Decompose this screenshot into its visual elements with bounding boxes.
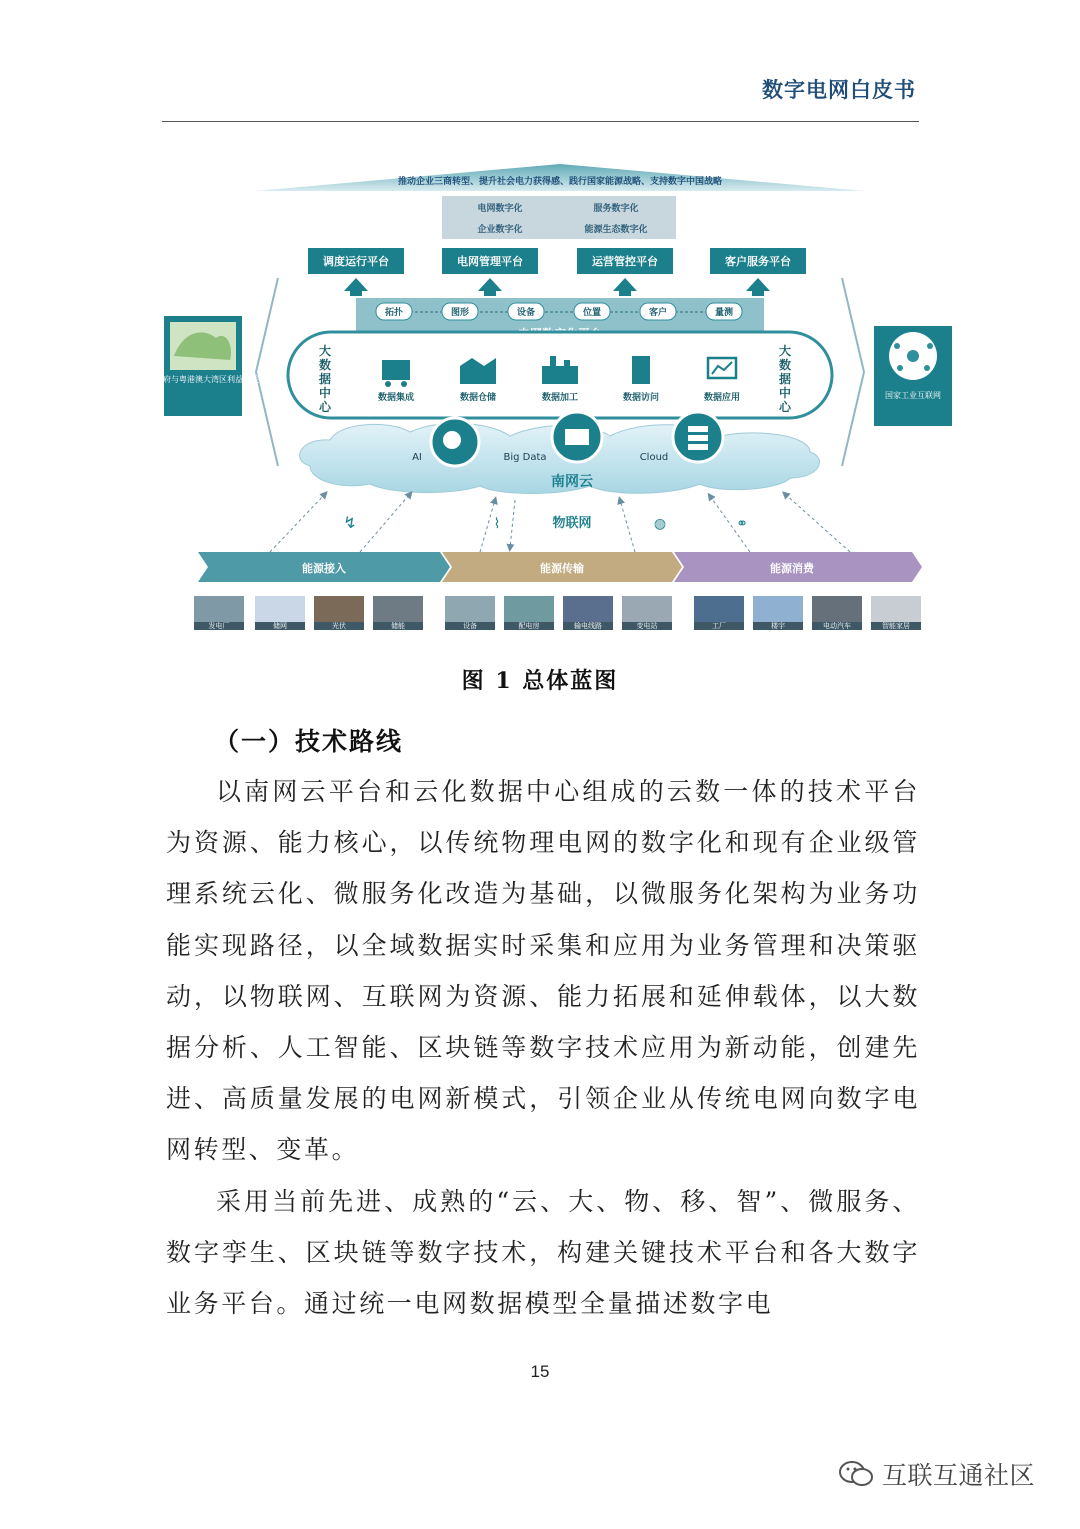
goal-item: 能源生态数字化 bbox=[584, 225, 648, 235]
watermark-text: 互联互通社区 bbox=[882, 1461, 1036, 1490]
grid-node bbox=[640, 303, 676, 320]
svg-text:数据仓储: 数据仓储 bbox=[459, 393, 497, 403]
svg-text:数据访问: 数据访问 bbox=[622, 393, 660, 403]
platform-box bbox=[577, 248, 673, 296]
svg-text:调度运行平台: 调度运行平台 bbox=[323, 255, 389, 268]
svg-text:工厂: 工厂 bbox=[712, 622, 726, 630]
svg-text:拓扑: 拓扑 bbox=[384, 308, 404, 318]
blueprint-diagram bbox=[139, 160, 960, 640]
svg-text:客户: 客户 bbox=[648, 308, 668, 318]
svg-text:储网: 储网 bbox=[273, 622, 287, 630]
section-heading: （一）技术路线 bbox=[214, 727, 404, 756]
goal-item: 电网数字化 bbox=[477, 204, 523, 214]
energy-band-consumption bbox=[674, 552, 922, 582]
iot-icon: ↯ bbox=[343, 513, 357, 532]
svg-text:国家工业互联网: 国家工业互联网 bbox=[885, 391, 941, 400]
svg-text:电网管理平台: 电网管理平台 bbox=[457, 255, 523, 268]
svg-text:楼宇: 楼宇 bbox=[771, 622, 785, 630]
svg-text:运营管控平台: 运营管控平台 bbox=[592, 255, 658, 268]
svg-text:能源传输: 能源传输 bbox=[540, 562, 584, 575]
svg-text:智能家居: 智能家居 bbox=[882, 622, 910, 630]
svg-text:输电线路: 输电线路 bbox=[574, 622, 602, 630]
header-title: 数字电网白皮书 bbox=[762, 78, 916, 102]
svg-text:能源消费: 能源消费 bbox=[770, 562, 814, 575]
svg-text:发电厂: 发电厂 bbox=[208, 622, 230, 630]
energy-band-access bbox=[198, 552, 450, 582]
data-center-label-right: 大数据中心 bbox=[778, 344, 792, 414]
svg-text:位置: 位置 bbox=[582, 308, 602, 318]
svg-text:数字政府与粤港澳大湾区利益相关方: 数字政府与粤港澳大湾区利益相关方 bbox=[139, 375, 267, 384]
cloud-item-cloud: Cloud bbox=[639, 452, 669, 463]
thumb bbox=[194, 596, 921, 630]
svg-text:数据应用: 数据应用 bbox=[703, 393, 741, 403]
svg-text:数据集成: 数据集成 bbox=[377, 393, 415, 403]
svg-text:配电房: 配电房 bbox=[518, 622, 540, 630]
roof-text: 推动企业三商转型、提升社会电力获得感、践行国家能源战略、支持数字中国战略 bbox=[397, 177, 723, 187]
gauge-icon: ◍ bbox=[653, 516, 667, 532]
grid-node bbox=[574, 303, 610, 320]
grid-node bbox=[508, 303, 544, 320]
header-divider bbox=[162, 121, 919, 122]
iot-label: 物联网 bbox=[552, 516, 592, 531]
figure-caption: 图 1 总体蓝图 bbox=[461, 668, 619, 694]
svg-text:变电站: 变电站 bbox=[636, 622, 658, 630]
data-function-item bbox=[460, 358, 497, 403]
svg-text:能源接入: 能源接入 bbox=[302, 562, 346, 575]
right-industrial-panel bbox=[874, 326, 952, 426]
body-text bbox=[166, 766, 920, 1329]
link-icon: ⚭ bbox=[736, 516, 748, 532]
right-bracket bbox=[842, 278, 864, 466]
svg-text:客户服务平台: 客户服务平台 bbox=[725, 255, 791, 268]
goal-item: 服务数字化 bbox=[593, 204, 639, 214]
svg-text:储能: 储能 bbox=[391, 622, 405, 630]
svg-text:设备: 设备 bbox=[463, 622, 477, 630]
svg-text:图形: 图形 bbox=[450, 308, 470, 318]
platform-box bbox=[442, 248, 538, 296]
platform-box bbox=[710, 248, 806, 296]
paragraph: 以南网云平台和云化数据中心组成的云数一体的技术平台为资源、能力核心，以传统物理电网的数字化和现有企业级管理系统云化、微服务化改造为基础，以微服务化架构为业务功能实现路径，以全域数据实时采集和应用为业务管理和决策驱动，以物联网、互联网为资源、能力拓展和延伸载体，以大数据分析、人工智能、区块链等数字技术应用为新动能，创建先进、高质量发展的电网新模式，引领企业从传统电网向数字电网转型、变革。 bbox=[166, 777, 920, 1165]
grid-node bbox=[706, 303, 742, 320]
antenna-icon: ⌇ bbox=[493, 516, 501, 532]
watermark bbox=[838, 1456, 1035, 1492]
svg-text:设备: 设备 bbox=[516, 308, 536, 318]
goal-item: 企业数字化 bbox=[477, 225, 523, 235]
grid-node bbox=[376, 303, 412, 320]
svg-text:光伏: 光伏 bbox=[332, 622, 346, 630]
cloud-title: 南网云 bbox=[551, 474, 593, 490]
grid-node bbox=[442, 303, 478, 320]
left-bracket bbox=[256, 278, 278, 466]
svg-text:电动汽车: 电动汽车 bbox=[823, 622, 851, 630]
energy-band-transmission bbox=[442, 552, 682, 582]
wechat-icon bbox=[838, 1459, 874, 1489]
paragraph: 采用当前先进、成熟的“云、大、物、移、智”、微服务、数字孪生、区块链等数字技术，构建关键技术平台和各大数字业务平台。通过统一电网数据模型全量描述数字电 bbox=[166, 1186, 920, 1319]
data-center-label-left: 大数据中心 bbox=[318, 344, 332, 414]
svg-text:量测: 量测 bbox=[714, 308, 734, 318]
svg-text:数据加工: 数据加工 bbox=[541, 393, 579, 403]
left-stakeholder-panel bbox=[139, 316, 267, 416]
cloud-item-ai: AI bbox=[412, 452, 422, 463]
cloud-item-bigdata: Big Data bbox=[503, 452, 547, 463]
platform-box bbox=[308, 248, 404, 296]
page-number: 15 bbox=[530, 1362, 550, 1381]
